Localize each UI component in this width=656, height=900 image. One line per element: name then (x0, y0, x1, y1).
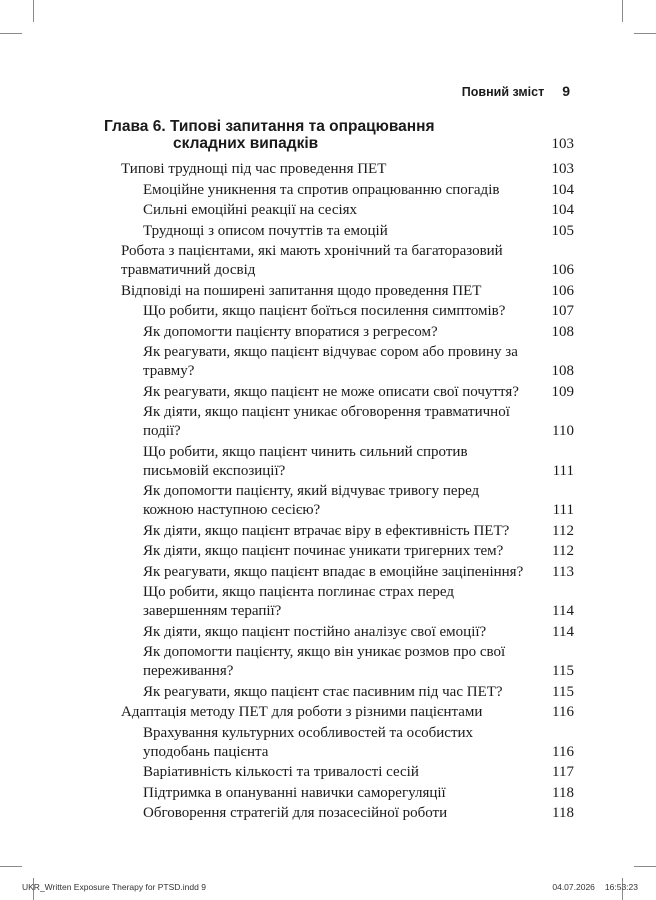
toc-entry-page: 111 (552, 462, 574, 479)
toc-entry-title: Труднощі з описом почуттів та емоцій (143, 222, 388, 239)
toc-entry-title: Як допомогти пацієнту, якщо він уникає розмов про свої переживання? (143, 644, 506, 679)
toc-entry-page: 104 (551, 202, 574, 218)
toc-entry-title: Як реагувати, якщо пацієнт не може описати свої почуття? (143, 383, 519, 400)
toc-entry-page: 104 (551, 181, 574, 198)
toc-entry (104, 563, 574, 582)
toc-entry-page: 106 (551, 282, 574, 299)
toc-entry-page: 116 (552, 743, 574, 760)
slug-timestamp (542, 882, 638, 892)
toc-entry (104, 160, 574, 179)
toc-entry-title: Обговорення стратегій для позасесійної роботи (143, 805, 448, 821)
toc-entry-page: 110 (552, 423, 574, 439)
toc-entry-page: 112 (552, 543, 574, 559)
toc-entry-page: 112 (552, 522, 574, 539)
toc-entry-page: 111 (552, 502, 574, 518)
toc-entry-page: 115 (552, 663, 574, 679)
toc-entry-title: Що робити, якщо пацієнта поглинає страх перед завершенням терапії? (143, 584, 454, 619)
toc-entry-page: 103 (551, 161, 574, 177)
toc-entry-page: 105 (551, 222, 574, 239)
toc-entry-page: 114 (552, 623, 574, 640)
toc-entry-title: Врахування культурних особливостей та особистих уподобань пацієнта (143, 724, 474, 760)
toc-entry (104, 302, 574, 321)
toc-entries (104, 160, 574, 823)
table-of-contents (104, 118, 574, 825)
crop-mark (0, 33, 22, 34)
toc-entry-title: Як реагувати, якщо пацієнт відчуває сором або провину за травму? (143, 344, 518, 379)
toc-entry-title: Що робити, якщо пацієнт чинить сильний спротив письмовій експозиції? (143, 443, 468, 479)
toc-entry (104, 583, 574, 621)
toc-entry-page: 114 (552, 603, 574, 619)
toc-entry (104, 542, 574, 561)
toc-entry (104, 683, 574, 702)
toc-entry (104, 181, 574, 200)
toc-entry-page: 118 (552, 784, 574, 801)
crop-mark (634, 866, 656, 867)
toc-entry (104, 643, 574, 681)
toc-entry (104, 201, 574, 220)
print-slug (22, 882, 638, 892)
toc-entry (104, 703, 574, 722)
toc-entry-page: 108 (551, 363, 574, 379)
running-head (462, 83, 570, 99)
slug-time: 16:53:23 (604, 882, 638, 892)
chapter-page: 103 (551, 136, 574, 152)
toc-entry-title: Як діяти, якщо пацієнт уникає обговорення травматичної події? (143, 404, 510, 439)
crop-mark (0, 866, 22, 867)
toc-entry-page: 118 (552, 805, 574, 821)
toc-entry-title: Типові труднощі під час проведення ПЕТ (121, 161, 387, 177)
chapter-title-line2: складних випадків (173, 135, 319, 152)
toc-entry-page: 113 (552, 563, 574, 580)
crop-mark (622, 0, 623, 22)
chapter-heading (104, 118, 574, 152)
toc-entry (104, 724, 574, 762)
page-number: 9 (562, 83, 570, 99)
toc-entry-title: Відповіді на поширені запитання щодо проведення ПЕТ (121, 282, 482, 299)
toc-entry-title: Підтримка в опануванні навички саморегуляції (143, 784, 446, 801)
toc-entry (104, 383, 574, 402)
toc-entry (104, 763, 574, 782)
toc-entry-page: 108 (551, 323, 574, 340)
toc-entry-title: Що робити, якщо пацієнт боїться посилення симптомів? (143, 303, 506, 319)
toc-entry (104, 403, 574, 441)
toc-entry-title: Емоційне уникнення та спротив опрацюванню спогадів (143, 181, 500, 198)
toc-entry-page: 107 (551, 303, 574, 319)
toc-entry-title: Як реагувати, якщо пацієнт стає пасивним під час ПЕТ? (143, 683, 503, 700)
toc-entry (104, 242, 574, 280)
slug-filename: UKR_Written Exposure Therapy for PTSD.indd 9 (22, 882, 206, 892)
toc-entry (104, 323, 574, 342)
toc-entry (104, 623, 574, 642)
toc-entry (104, 522, 574, 541)
toc-entry-page: 117 (552, 764, 574, 780)
toc-entry (104, 784, 574, 803)
toc-entry (104, 343, 574, 381)
toc-entry (104, 222, 574, 241)
toc-entry-title: Як діяти, якщо пацієнт починає уникати тригерних тем? (143, 543, 504, 559)
toc-entry-title: Як діяти, якщо пацієнт постійно аналізує свої емоції? (143, 623, 487, 640)
toc-entry-page: 115 (552, 683, 574, 700)
toc-entry-title: Як допомогти пацієнту, який відчуває тривогу перед кожною наступною сесією? (143, 483, 480, 518)
toc-entry-title: Варіативність кількості та тривалості сесій (143, 764, 419, 780)
toc-entry-title: Робота з пацієнтами, які мають хронічний та багаторазовий травматичний досвід (121, 243, 503, 278)
slug-date: 04.07.2026 (552, 882, 595, 892)
crop-mark (33, 0, 34, 22)
toc-entry-title: Як реагувати, якщо пацієнт впадає в емоційне заціпеніння? (143, 563, 524, 580)
toc-entry (104, 482, 574, 520)
toc-entry (104, 282, 574, 301)
toc-entry-title: Як діяти, якщо пацієнт втрачає віру в ефективність ПЕТ? (143, 522, 510, 539)
section-title: Повний зміст (461, 85, 545, 99)
toc-entry-page: 109 (551, 383, 574, 400)
toc-entry-title: Адаптація методу ПЕТ для роботи з різними пацієнтами (121, 704, 483, 720)
toc-entry-title: Як допомогти пацієнту впоратися з регресом? (143, 323, 438, 340)
toc-entry-page: 106 (551, 262, 574, 278)
toc-entry-page: 116 (552, 704, 574, 720)
toc-entry-title: Сильні емоційні реакції на сесіях (143, 202, 358, 218)
toc-entry (104, 443, 574, 481)
crop-mark (634, 33, 656, 34)
toc-entry (104, 804, 574, 823)
chapter-title-line1: Глава 6. Типові запитання та опрацювання (104, 118, 435, 135)
